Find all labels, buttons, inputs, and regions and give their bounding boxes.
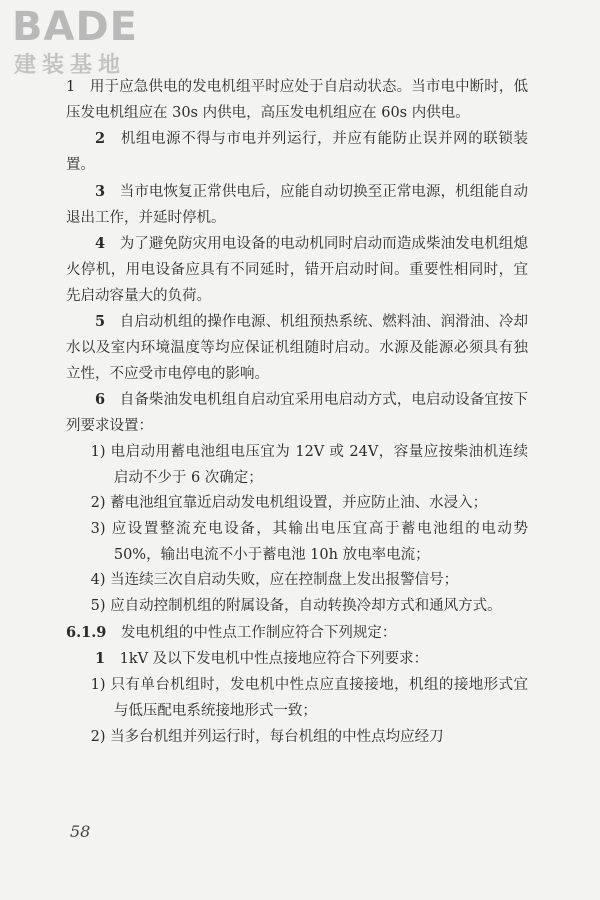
paragraph-number: 4 — [95, 235, 106, 253]
section-heading — [66, 620, 528, 647]
sub-item-text: 应设置整流充电设备，其输出电压宜高于蓄电池组的电动势 50%，输出电流不小于蓄电池 10h 放电率电流； — [111, 520, 529, 563]
sub-item-number: 5) — [90, 598, 106, 615]
sub-item — [66, 673, 528, 724]
logo-wordmark: BADE — [12, 4, 138, 50]
sub-item-number: 1) — [90, 443, 106, 460]
numbered-paragraph — [66, 646, 528, 673]
sub-item — [66, 725, 528, 751]
sub-item-number: 2) — [90, 495, 106, 512]
numbered-paragraph — [66, 387, 528, 439]
sub-item-text: 应自动控制机组的附属设备，自动转换冷却方式和通风方式。 — [110, 598, 502, 615]
sub-item-text: 电启动用蓄电池组电压宜为 12V 或 24V，容量应按柴油机连续启动不少于 6 次确定； — [110, 443, 529, 486]
logo — [12, 4, 182, 84]
numbered-paragraph — [66, 231, 528, 309]
section-text: 发电机组的中性点工作制应符合下列规定： — [120, 624, 397, 641]
sub-item-number: 4) — [90, 572, 106, 589]
sub-item — [66, 440, 528, 491]
sub-item-text: 当连续三次自启动失败，应在控制盘上发出报警信号； — [110, 572, 459, 589]
sub-item-text: 当多台机组并列运行时，每台机组的中性点均应经刀 — [110, 728, 444, 745]
section-number: 6.1.9 — [66, 623, 107, 641]
paragraph — [66, 75, 528, 126]
sub-item — [66, 517, 528, 568]
paragraph-text: 1kV 及以下发电机中性点接地应符合下列要求： — [119, 651, 429, 668]
numbered-paragraph — [66, 309, 528, 387]
sub-item-text: 只有单台机组时，发电机中性点应直接接地，机组的接地形式宜与低压配电系统接地形式一致； — [110, 677, 529, 719]
sub-item — [66, 568, 528, 594]
paragraph-text: 1 用于应急供电的发电机组平时应处于自启动状态。当市电中断时，低压发电机组应在 30s 内供电，高压发电机组应在 60s 内供电。 — [66, 79, 528, 121]
numbered-paragraph — [66, 126, 528, 178]
sub-item-number: 3) — [90, 520, 106, 537]
numbered-paragraph — [66, 179, 528, 231]
sub-item — [66, 491, 528, 517]
logo-subtitle: 建装基地 — [14, 53, 127, 78]
paragraph-number: 6 — [95, 391, 106, 409]
sub-item-number: 2) — [90, 728, 106, 745]
document-body — [66, 75, 528, 750]
paragraph-text: 自启动机组的操作电源、机组预热系统、燃料油、润滑油、冷却水以及室内环境温度等均应保证机组随时启动。水源及能源必须具有独立性，不应受市电停电的影响。 — [66, 314, 529, 382]
sub-item — [66, 594, 528, 620]
sub-item-text: 蓄电池组宜靠近启动发电机组设置，并应防止油、水浸入； — [110, 495, 488, 512]
paragraph-number: 3 — [95, 182, 106, 200]
paragraph-text: 自备柴油发电机组自启动宜采用电启动方式，电启动设备宜按下列要求设置： — [66, 392, 529, 435]
paragraph-number: 2 — [95, 130, 106, 148]
paragraph-text: 机组电源不得与市电并列运行，并应有能防止误并网的联锁装置。 — [66, 131, 529, 174]
paragraph-number: 5 — [95, 313, 106, 331]
page-number: 58 — [70, 822, 91, 841]
paragraph-text: 为了避免防灾用电设备的电动机同时启动而造成柴油发电机组熄火停机，用电设备应具有不同延时，错开启动时间。重要性相同时，宜先启动容量大的负荷。 — [66, 236, 529, 304]
paragraph-text: 当市电恢复正常供电后，应能自动切换至正常电源，机组能自动退出工作，并延时停机。 — [66, 183, 529, 226]
sub-item-number: 1) — [90, 677, 106, 694]
paragraph-number: 1 — [95, 650, 106, 668]
